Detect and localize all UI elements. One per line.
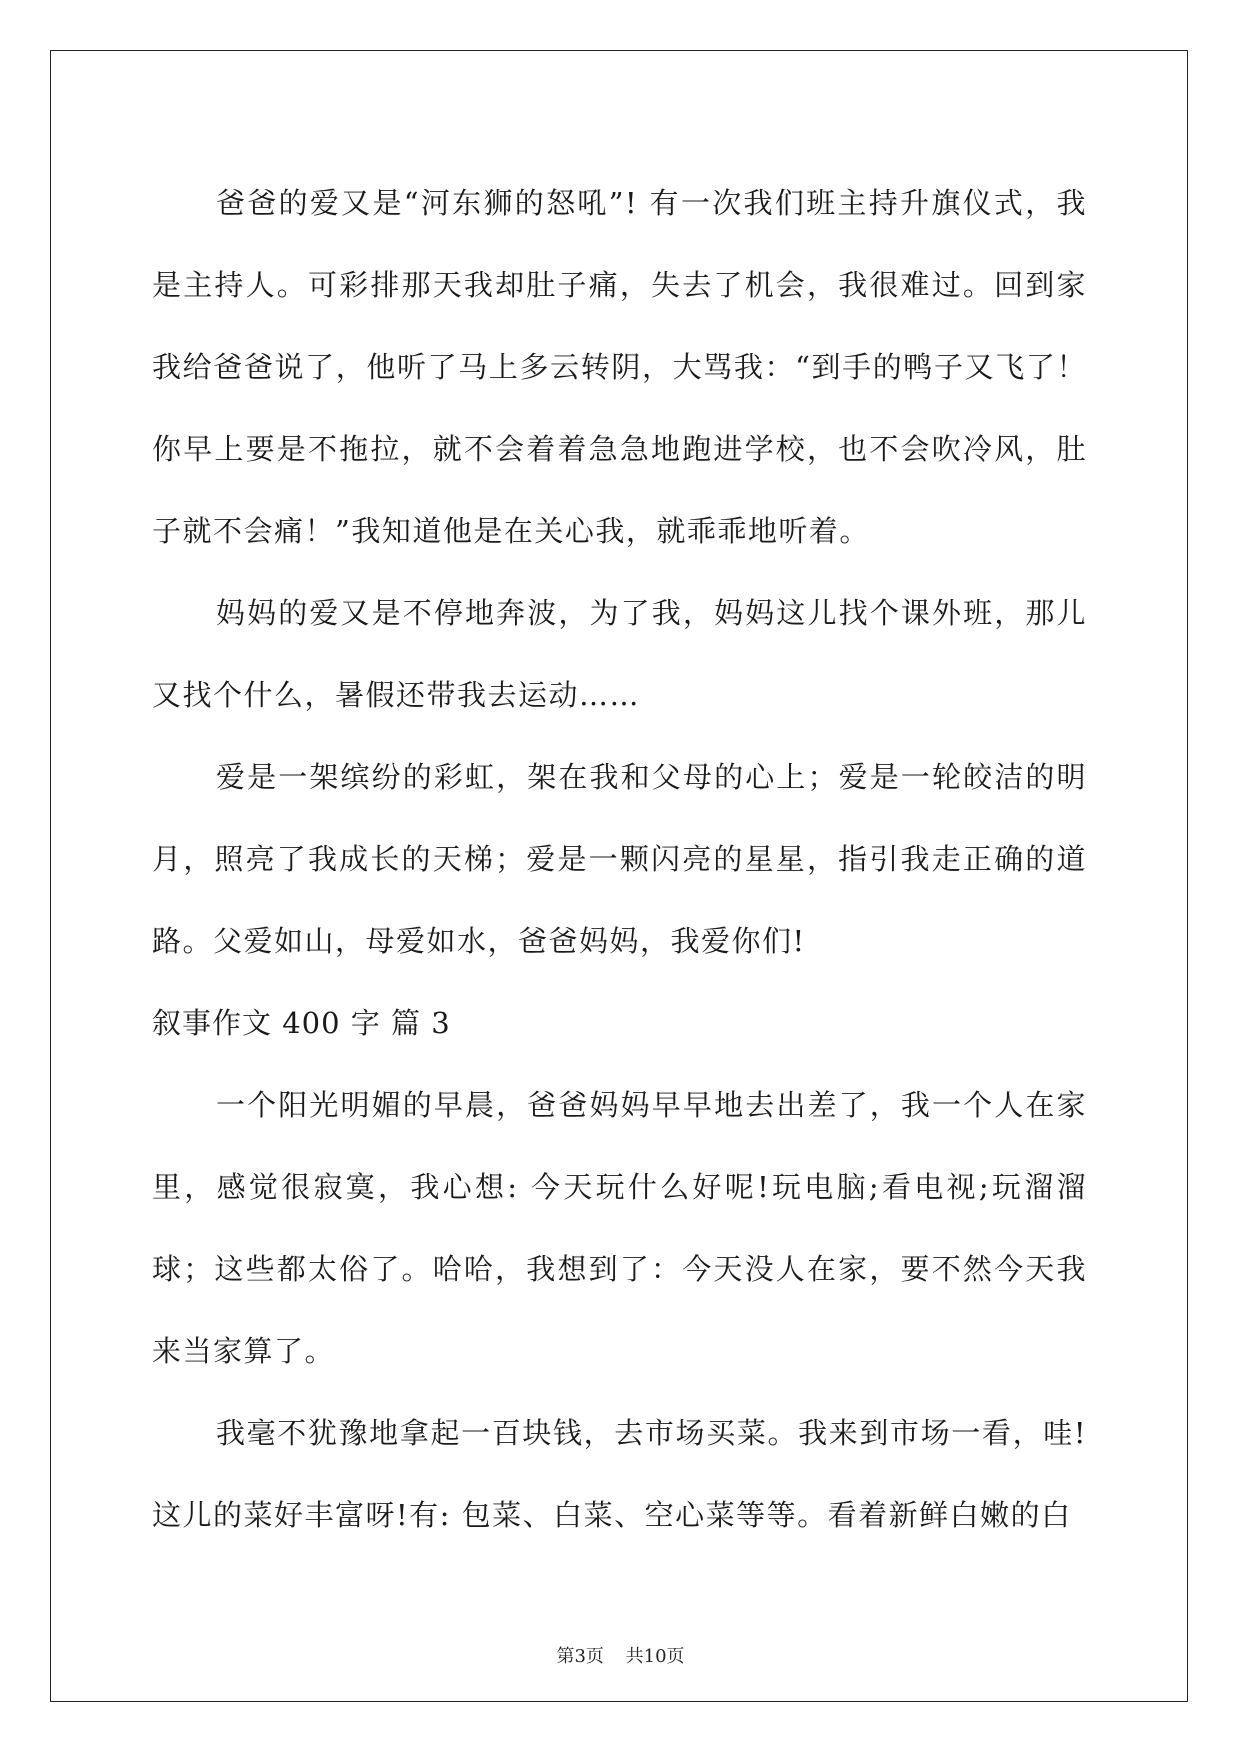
paragraph: 我毫不犹豫地拿起一百块钱，去市场买菜。我来到市场一看，哇!这儿的菜好丰富呀!有: 包菜、白菜、空心菜等等。看着新鲜白嫩的白 (152, 1416, 1087, 1532)
paragraph: 爱是一架缤纷的彩虹，架在我和父母的心上；爱是一轮皎洁的明月，照亮了我成长的天梯；爱是一颗闪亮的星星，指引我走正确的道路。父爱如山，母爱如水，爸爸妈妈，我爱你们! (152, 760, 1087, 958)
document-body (152, 162, 1087, 1556)
page-number: 第3页 (556, 1646, 604, 1667)
paragraph: 一个阳光明媚的早晨，爸爸妈妈早早地去出差了，我一个人在家里，感觉很寂寞，我心想: 今天玩什么好呢!玩电脑;看电视;玩溜溜球；这些都太俗了。哈哈，我想到了：今天没人在家，要不然今天我来当家算了。 (152, 1088, 1087, 1368)
paragraph: 爸爸的爱又是“河东狮的怒吼”! 有一次我们班主持升旗仪式，我是主持人。可彩排那天我却肚子痛，失去了机会，我很难过。回到家我给爸爸说了，他听了马上多云转阴，大骂我：“到手的鸭子又飞了！你早上要是不拖拉，就不会着着急急地跑进学校，也不会吹冷风，肚子就不会痛！”我知道他是在关心我，就乖乖地听着。 (152, 186, 1087, 548)
page-footer (0, 1642, 1241, 1668)
section-heading: 叙事作文 400 字 篇 3 (152, 1006, 451, 1040)
paragraph: 妈妈的爱又是不停地奔波，为了我，妈妈这儿找个课外班，那儿又找个什么，暑假还带我去运动…… (152, 596, 1087, 712)
page-total: 共10页 (625, 1646, 685, 1667)
